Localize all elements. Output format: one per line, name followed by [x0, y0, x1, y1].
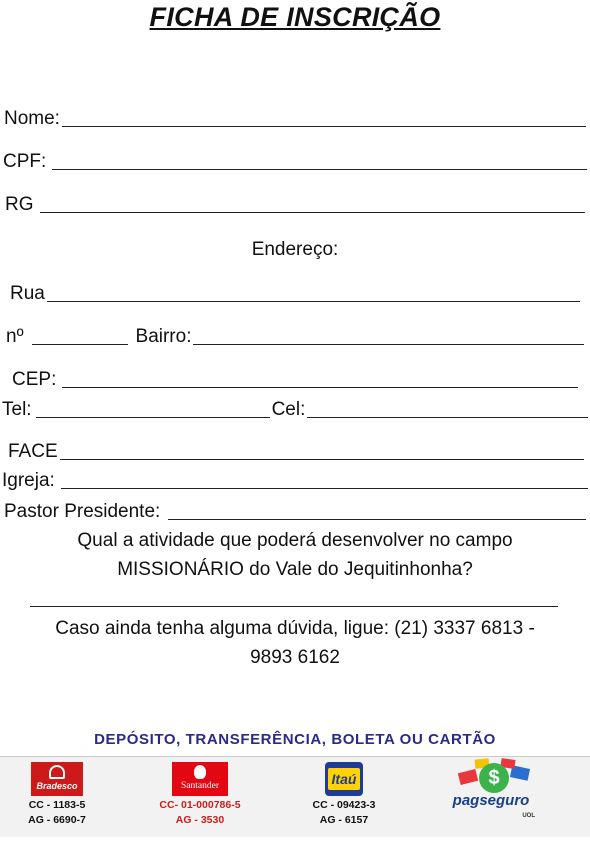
face-label: FACE [8, 441, 58, 462]
igreja-field[interactable] [2, 468, 588, 492]
igreja-line[interactable] [61, 468, 588, 489]
rua-label: Rua [10, 283, 45, 304]
rua-field[interactable] [10, 281, 580, 305]
bradesco-logo-icon: Bradesco [31, 762, 83, 796]
numero-label: nº [6, 326, 24, 347]
face-field[interactable] [8, 439, 584, 463]
endereco-heading: Endereço: [251, 239, 339, 260]
itau-ag: AG - 6157 [319, 814, 369, 826]
santander-logo-icon: Santander [172, 762, 228, 796]
question-line-2: MISSIONÁRIO do Vale do Jequitinhonha? [117, 559, 473, 580]
nome-line[interactable] [62, 106, 586, 127]
cel-line[interactable] [307, 397, 588, 418]
tel-label: Tel: [2, 399, 32, 420]
tel-cel-field[interactable] [2, 397, 588, 421]
cep-line[interactable] [62, 367, 578, 388]
itau-cc: CC - 09423-3 [312, 799, 376, 811]
bradesco-ag: AG - 6690-7 [28, 814, 86, 826]
bank-santander [140, 757, 260, 828]
bairro-line[interactable] [193, 324, 584, 345]
contact-line-1: Caso ainda tenha alguma dúvida, ligue: (21) 3337 6813 - [55, 618, 535, 639]
bank-strip [0, 756, 590, 837]
cep-label: CEP: [12, 369, 57, 390]
cel-label: Cel: [271, 399, 306, 420]
igreja-label: Igreja: [2, 470, 55, 491]
pagseguro-logo-icon: $ pagseguro UOL [441, 759, 541, 807]
cep-field[interactable] [12, 367, 578, 391]
santander-ag: AG - 3530 [175, 814, 225, 826]
nome-field[interactable] [4, 106, 586, 130]
cpf-field[interactable] [3, 149, 587, 173]
pastor-label: Pastor Presidente: [4, 501, 161, 522]
form-title: FICHA DE INSCRIÇÃO [149, 2, 441, 32]
rua-line[interactable] [47, 281, 580, 302]
pastor-line[interactable] [168, 499, 586, 520]
tel-line[interactable] [36, 397, 270, 418]
contact-line-2: 9893 6162 [250, 647, 340, 668]
bank-itau [298, 757, 390, 828]
santander-cc: CC- 01-000786-5 [159, 799, 241, 811]
rg-line[interactable] [40, 192, 586, 213]
numero-bairro-field[interactable] [6, 324, 584, 348]
bradesco-cc: CC - 1183-5 [28, 799, 86, 811]
question-line-1: Qual a atividade que poderá desenvolver no campo [77, 530, 513, 551]
face-line[interactable] [60, 439, 584, 460]
question-answer-line[interactable] [30, 586, 558, 607]
rg-label: RG [5, 194, 34, 215]
cpf-label: CPF: [3, 151, 47, 172]
rg-field[interactable] [5, 192, 585, 216]
cpf-line[interactable] [52, 149, 587, 170]
pastor-field[interactable] [4, 499, 586, 523]
bairro-label: Bairro: [135, 326, 192, 347]
bank-pagseguro [436, 757, 546, 819]
itau-logo-icon: Itaú [325, 762, 363, 796]
payment-heading: DEPÓSITO, TRANSFERÊNCIA, BOLETA OU CARTÃO [94, 731, 496, 748]
bank-bradesco [14, 757, 100, 828]
nome-label: Nome: [4, 108, 60, 129]
numero-line[interactable] [32, 324, 128, 345]
